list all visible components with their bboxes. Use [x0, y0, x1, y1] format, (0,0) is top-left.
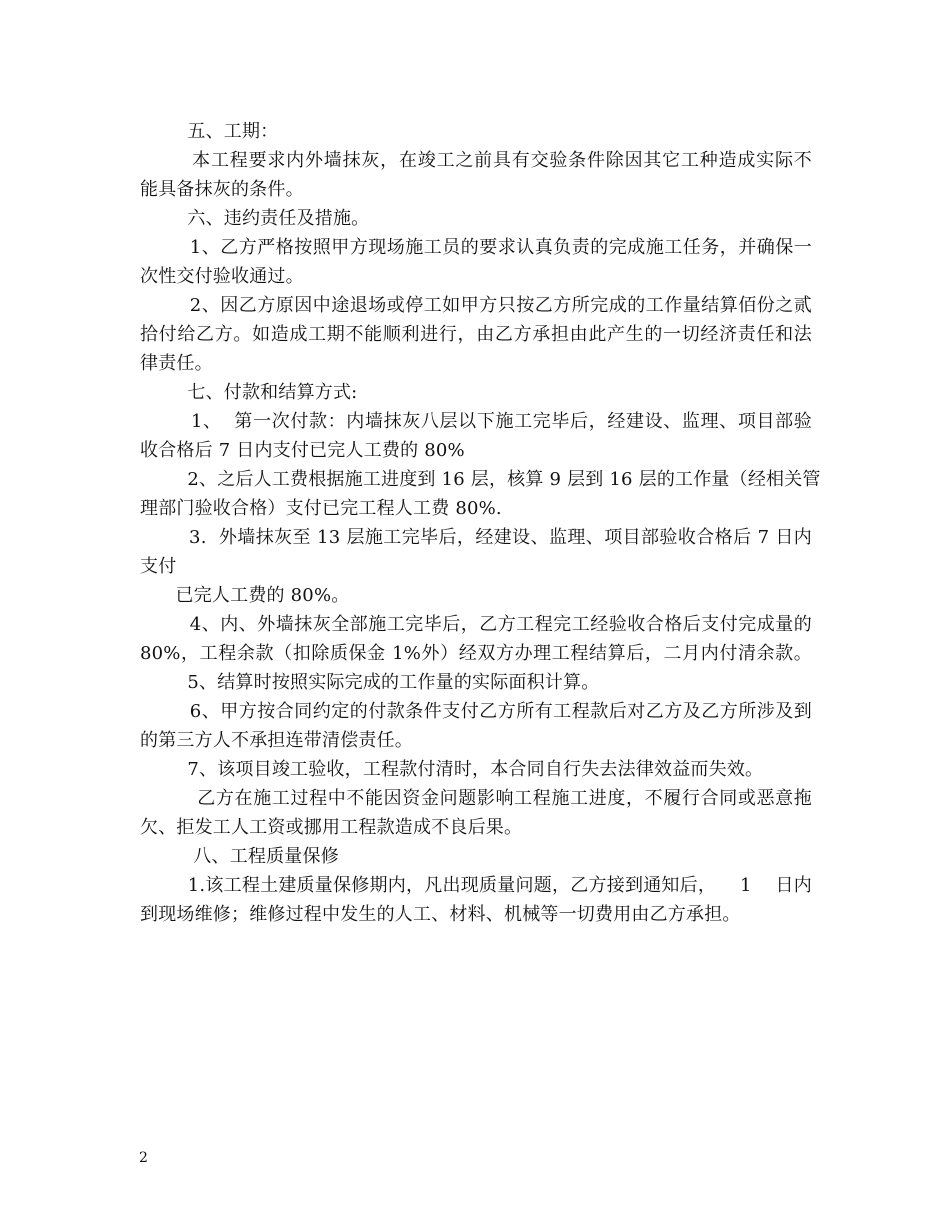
text-line: 七、付款和结算方式:	[140, 382, 358, 403]
text-line: 2、因乙方原因中途退场或停工如甲方只按乙方所完成的工作量结算佰份之贰	[140, 295, 812, 316]
text-line: 五、工期：	[140, 121, 279, 142]
text-line: 能具备抹灰的条件。	[140, 179, 304, 200]
text-line: 次性交付验收通过。	[140, 266, 304, 287]
text-line: 收合格后 7 日内支付已完人工费的 80%	[140, 440, 465, 461]
text-line: 1、乙方严格按照甲方现场施工员的要求认真负责的完成施工任务，并确保一	[140, 237, 812, 258]
document-body	[140, 117, 821, 929]
text-line: 律责任。	[140, 353, 213, 374]
text-line: 本工程要求内外墙抹灰，在竣工之前具有交验条件除因其它工种造成实际不	[140, 150, 812, 171]
text-line: 乙方在施工过程中不能因资金问题影响工程施工进度，不履行合同或恶意拖	[140, 788, 812, 809]
text-line: 支付	[140, 556, 177, 577]
text-line: 1、 第一次付款：内墙抹灰八层以下施工完毕后，经建设、监理、项目部验	[140, 411, 812, 432]
text-line: 理部门验收合格）支付已完工程人工费 80%.	[140, 498, 502, 519]
text-line: 已完人工费的 80%。	[140, 585, 350, 606]
text-line: 3. 外墙抹灰至 13 层施工完毕后，经建设、监理、项目部验收合格后 7 日内	[140, 527, 812, 548]
page-number: 2	[139, 1150, 148, 1166]
text-line: 六、违约责任及措施。	[140, 208, 370, 229]
text-line: 欠、拒发工人工资或挪用工程款造成不良后果。	[140, 817, 523, 838]
text-line: 的第三方人不承担连带清偿责任。	[140, 730, 413, 751]
text-line: 7、该项目竣工验收，工程款付清时，本合同自行失去法律效益而失效。	[140, 759, 764, 780]
text-line: 5、结算时按照实际完成的工作量的实际面积计算。	[140, 672, 600, 693]
text-line: 80%，工程余款（扣除质保金 1%外）经双方办理工程结算后，二月内付清余款。	[140, 643, 812, 664]
text-line: 4、内、外墙抹灰全部施工完毕后，乙方工程完工经验收合格后支付完成量的	[140, 614, 812, 635]
text-line: 到现场维修；维修过程中发生的人工、材料、机械等一切费用由乙方承担。	[140, 904, 741, 925]
text-line: 拾付给乙方。如造成工期不能顺利进行，由乙方承担由此产生的一切经济责任和法	[140, 324, 812, 345]
text-line: 八、工程质量保修	[140, 846, 339, 867]
text-line: 6、甲方按合同约定的付款条件支付乙方所有工程款后对乙方及乙方所涉及到	[140, 701, 812, 722]
text-line: 2、之后人工费根据施工进度到 16 层，核算 9 层到 16 层的工作量（经相关管	[140, 469, 821, 490]
text-line: 1.该工程土建质量保修期内，凡出现质量问题，乙方接到通知后， 1 日内	[140, 875, 812, 896]
